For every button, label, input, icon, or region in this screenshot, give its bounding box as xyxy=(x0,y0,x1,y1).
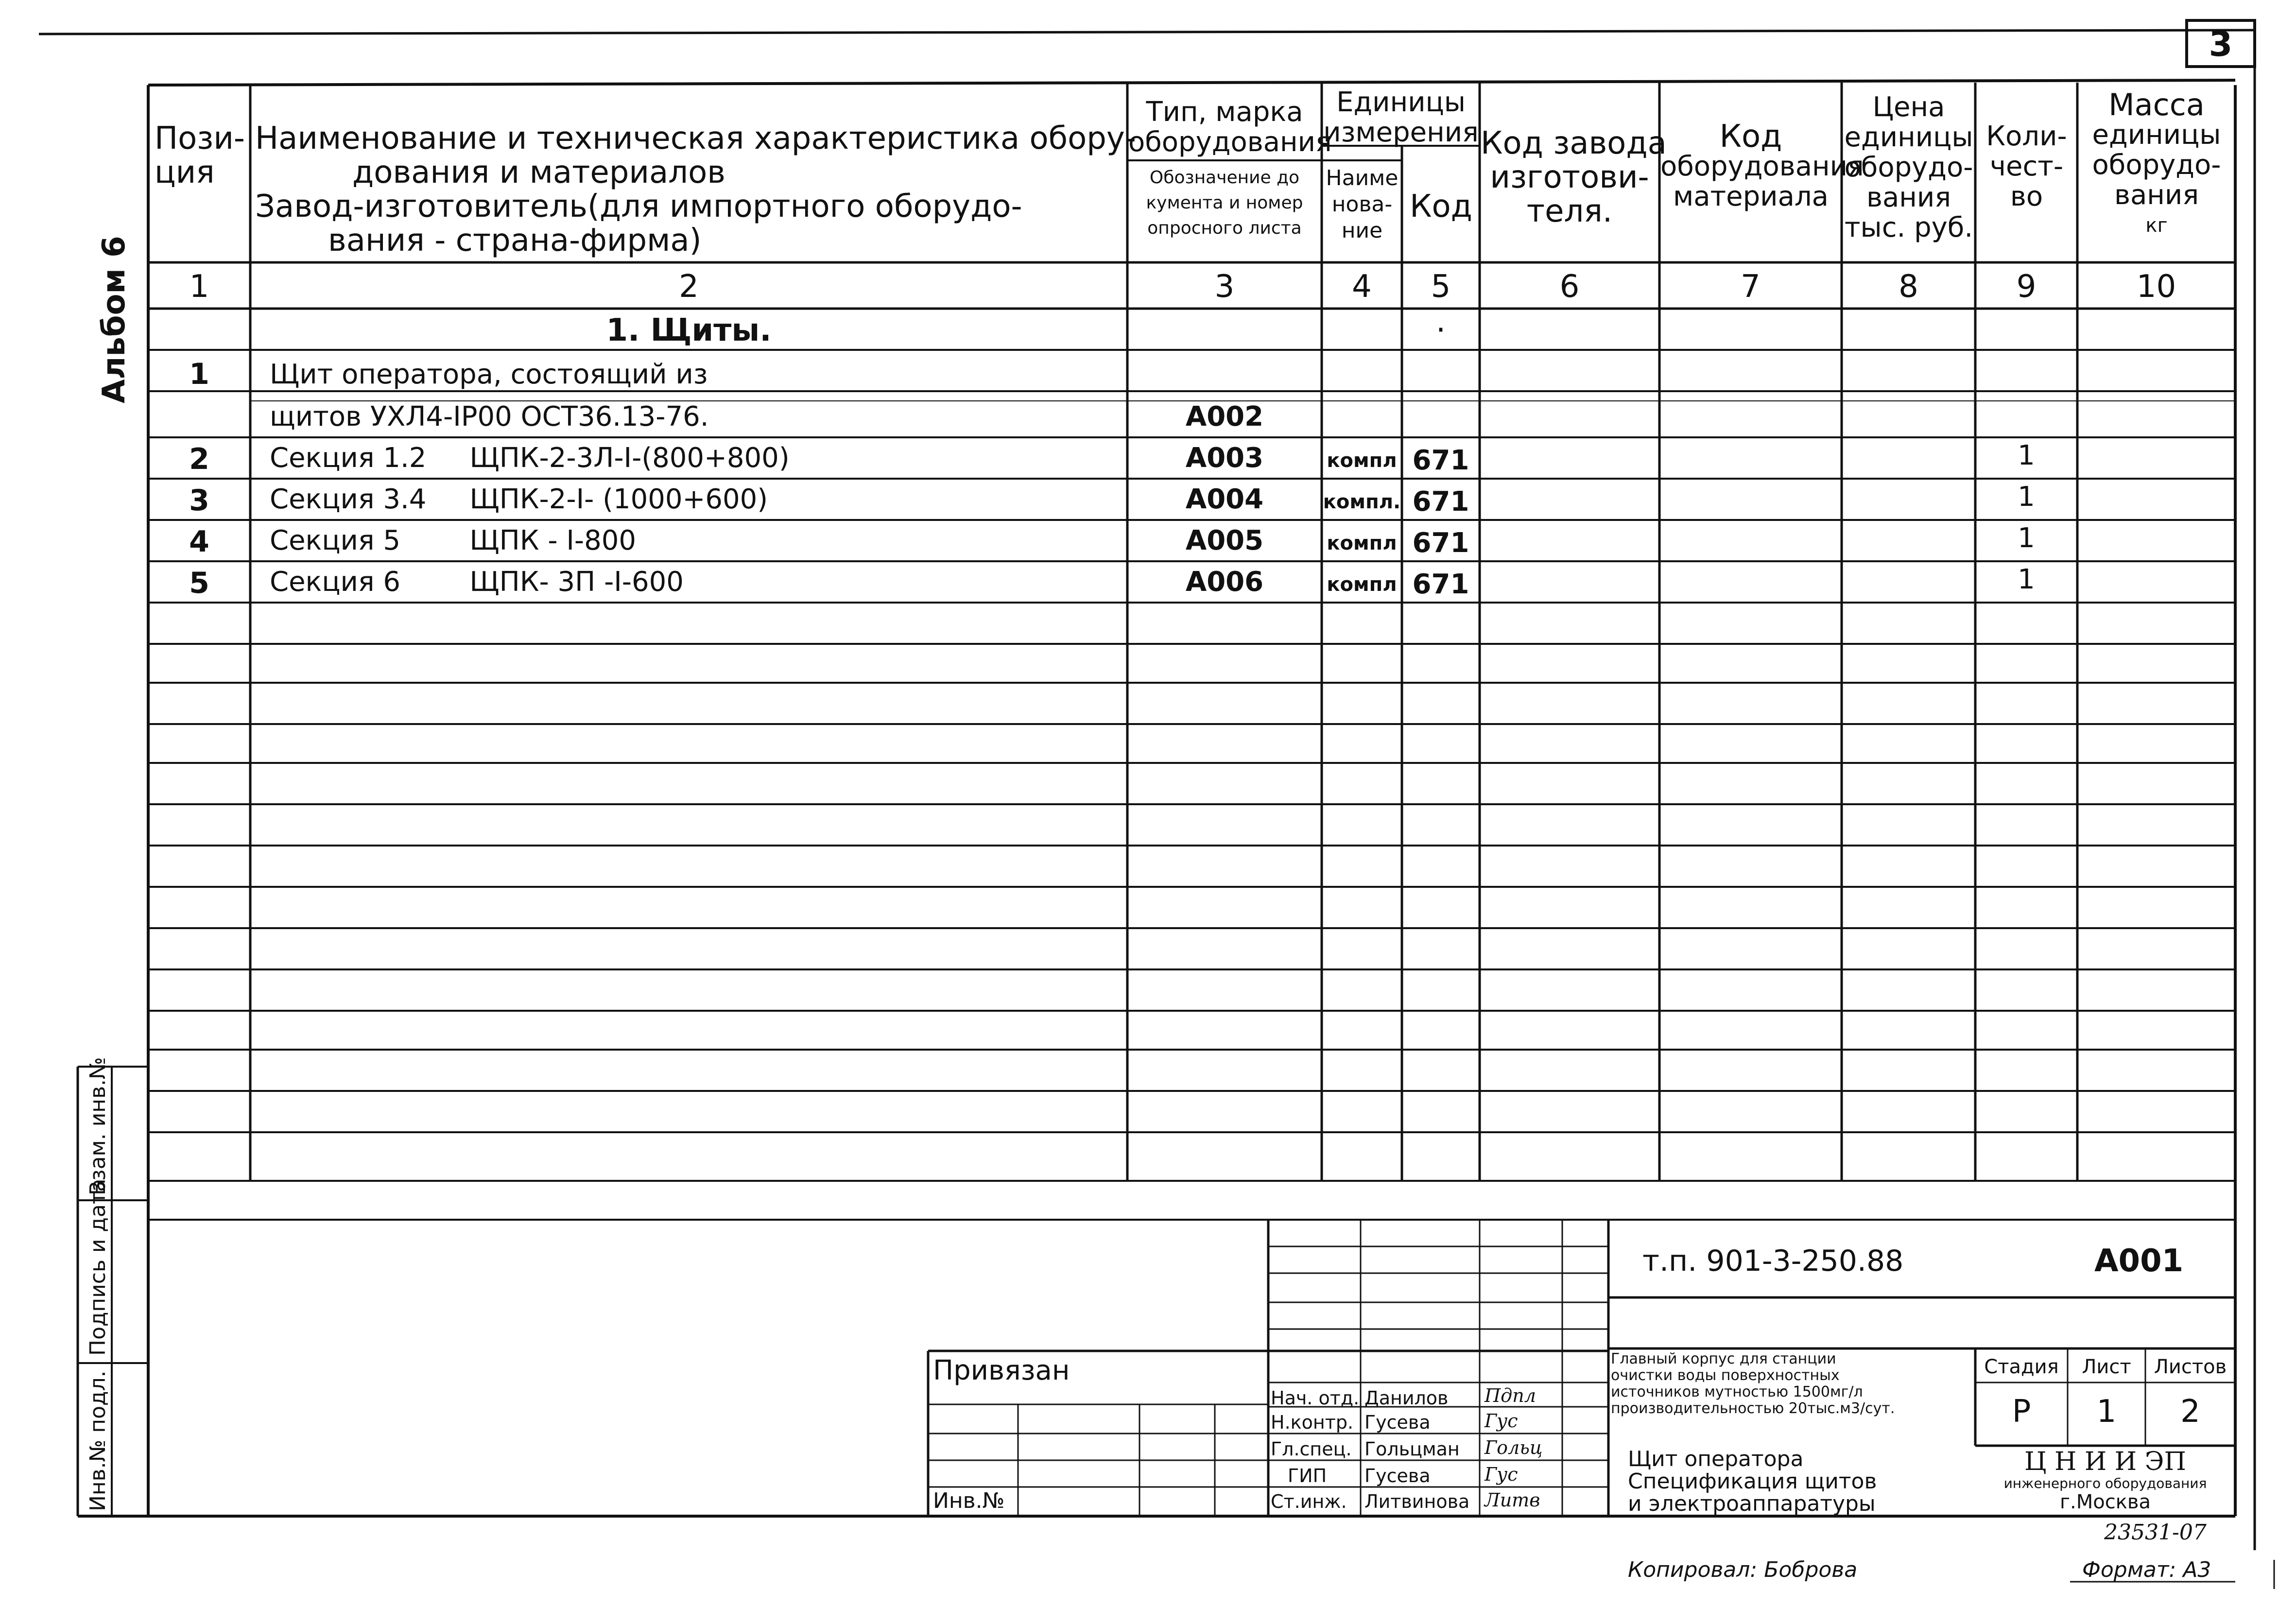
person-name: Литвинова xyxy=(1364,1491,1470,1512)
header-unit-code: Код xyxy=(1410,189,1472,225)
stage-value: Р xyxy=(2012,1394,2031,1430)
table-cell-type: А002 xyxy=(1185,401,1264,432)
signature: Пдпл xyxy=(1485,1385,1536,1406)
header-unit-name: Наиме нова- ние xyxy=(1326,166,1398,243)
role-label: Нач. отд. xyxy=(1271,1387,1360,1409)
document-title: Щит оператора Спецификация щитов и электроаппаратуры xyxy=(1628,1447,1877,1516)
sheets-value: 2 xyxy=(2180,1394,2200,1430)
role-label: ГИП xyxy=(1288,1465,1327,1486)
header-mass: Масса единицы оборудо- вания кг xyxy=(2092,87,2221,237)
table-cell-position: 1 xyxy=(189,357,209,391)
table-cell-position: 4 xyxy=(189,525,209,559)
table-cell-type: А003 xyxy=(1185,442,1264,474)
column-number-8: 8 xyxy=(1899,269,1918,305)
table-cell-position: 3 xyxy=(189,484,209,518)
sheets-label: Листов xyxy=(2154,1356,2227,1378)
column-number-7: 7 xyxy=(1741,269,1761,305)
attached-label: Привязан xyxy=(933,1355,1070,1386)
person-name: Данилов xyxy=(1364,1387,1449,1409)
stamp-replacement-label: Взам. инв.№ xyxy=(86,1057,110,1195)
table-cell-code: 671 xyxy=(1412,445,1469,476)
table-cell-unit: компл. xyxy=(1323,491,1401,513)
header-type: Тип, марка оборудования xyxy=(1128,96,1332,158)
header-factory-code: Код завода изготови- теля. xyxy=(1481,125,1667,229)
album-label: Альбом 6 xyxy=(96,236,132,403)
column-number-3: 3 xyxy=(1214,269,1235,305)
table-cell-type: А005 xyxy=(1185,525,1264,556)
table-cell-position: 5 xyxy=(189,566,209,600)
column-number-1: 1 xyxy=(189,269,209,305)
column-number-5: 5 xyxy=(1431,269,1451,305)
table-cell-name: Секция 3.4 ЩПК-2-I- (1000+600) xyxy=(270,484,768,515)
table-cell-name: Щит оператора, состоящий из xyxy=(270,359,708,390)
header-price: Цена единицы оборудо- вания тыс. руб. xyxy=(1844,91,1973,243)
signature: Литв xyxy=(1485,1489,1540,1511)
header-document: Обозначение до кумента и номер опросного листа xyxy=(1146,168,1303,238)
signature: Гольц xyxy=(1485,1437,1543,1458)
table-cell-unit: компл xyxy=(1327,573,1397,596)
person-name: Гольцман xyxy=(1364,1438,1460,1460)
table-cell-name: Секция 6 ЩПК- 3П -I-600 xyxy=(270,566,684,598)
table-cell-quantity: 1 xyxy=(2018,564,2035,595)
project-title: Главный корпус для станции очистки воды поверхностных источников мутностью 1500мг/л производительностью 20тыс.м3/сут. xyxy=(1611,1350,1895,1417)
header-equipment-code: Код оборудования материала xyxy=(1660,119,1864,212)
table-cell-unit: компл xyxy=(1327,532,1397,554)
role-label: Гл.спец. xyxy=(1271,1438,1352,1460)
signature: Гус xyxy=(1485,1410,1518,1432)
table-cell-type: А006 xyxy=(1185,566,1264,598)
sheet-label: Лист xyxy=(2082,1356,2131,1378)
role-label: Н.контр. xyxy=(1271,1412,1354,1433)
table-cell-quantity: 1 xyxy=(2018,481,2035,513)
header-name: Наименование и техническая характеристика обору- дования и материалов Завод-изготовитель(для импортного оборудо- вания - страна-фирма) xyxy=(255,121,1136,259)
document-code: т.п. 901-3-250.88 xyxy=(1642,1244,1904,1278)
sheet-code: А001 xyxy=(2094,1243,2184,1279)
header-units: Единицы измерения xyxy=(1323,86,1479,148)
table-cell-code: 671 xyxy=(1412,527,1469,559)
table-cell-unit: компл xyxy=(1327,449,1397,472)
inventory-no-label: Инв.№ xyxy=(933,1488,1005,1513)
paper-format: Формат: А3 xyxy=(2082,1557,2211,1582)
sheet-number: 3 xyxy=(2209,24,2233,64)
stamp-signature-label: Подпись и дата xyxy=(86,1178,110,1356)
table-cell-quantity: 1 xyxy=(2018,522,2035,554)
person-name: Гусева xyxy=(1364,1465,1431,1486)
archive-number: 23531-07 xyxy=(2104,1520,2207,1545)
column-number-4: 4 xyxy=(1352,269,1372,305)
person-name: Гусева xyxy=(1364,1412,1431,1433)
table-cell-code: 671 xyxy=(1412,569,1469,600)
copied-by: Копировал: Боброва xyxy=(1628,1557,1858,1582)
table-cell-name: Секция 5 ЩПК - I-800 xyxy=(270,525,636,556)
role-label: Ст.инж. xyxy=(1271,1491,1347,1512)
table-cell-position: 2 xyxy=(189,442,209,476)
table-cell-type: А004 xyxy=(1185,484,1264,515)
signature: Гус xyxy=(1485,1464,1518,1485)
column-number-6: 6 xyxy=(1559,269,1580,305)
table-cell-code: 671 xyxy=(1412,486,1469,518)
header-quantity: Коли- чест- во xyxy=(1986,121,2067,212)
header-position: Пози- ция xyxy=(155,121,245,190)
stage-label: Стадия xyxy=(1984,1356,2059,1378)
sheet-value: 1 xyxy=(2096,1394,2117,1430)
column-number-10: 10 xyxy=(2136,269,2176,305)
column-number-9: 9 xyxy=(2016,269,2037,305)
table-cell-quantity: 1 xyxy=(2018,440,2035,471)
column-number-2: 2 xyxy=(679,269,699,305)
section-heading: 1. Щиты. xyxy=(606,312,772,348)
organization: Ц Н И И ЭП инженерного оборудования г.Москва xyxy=(2003,1447,2207,1513)
table-cell-name: щитов УХЛ4-IР00 ОСТ36.13-76. xyxy=(270,401,709,432)
table-cell-code: · xyxy=(1435,312,1446,348)
stamp-inventory-label: Инв.№ подл. xyxy=(86,1370,110,1511)
table-cell-name: Секция 1.2 ЩПК-2-3Л-I-(800+800) xyxy=(270,442,790,474)
